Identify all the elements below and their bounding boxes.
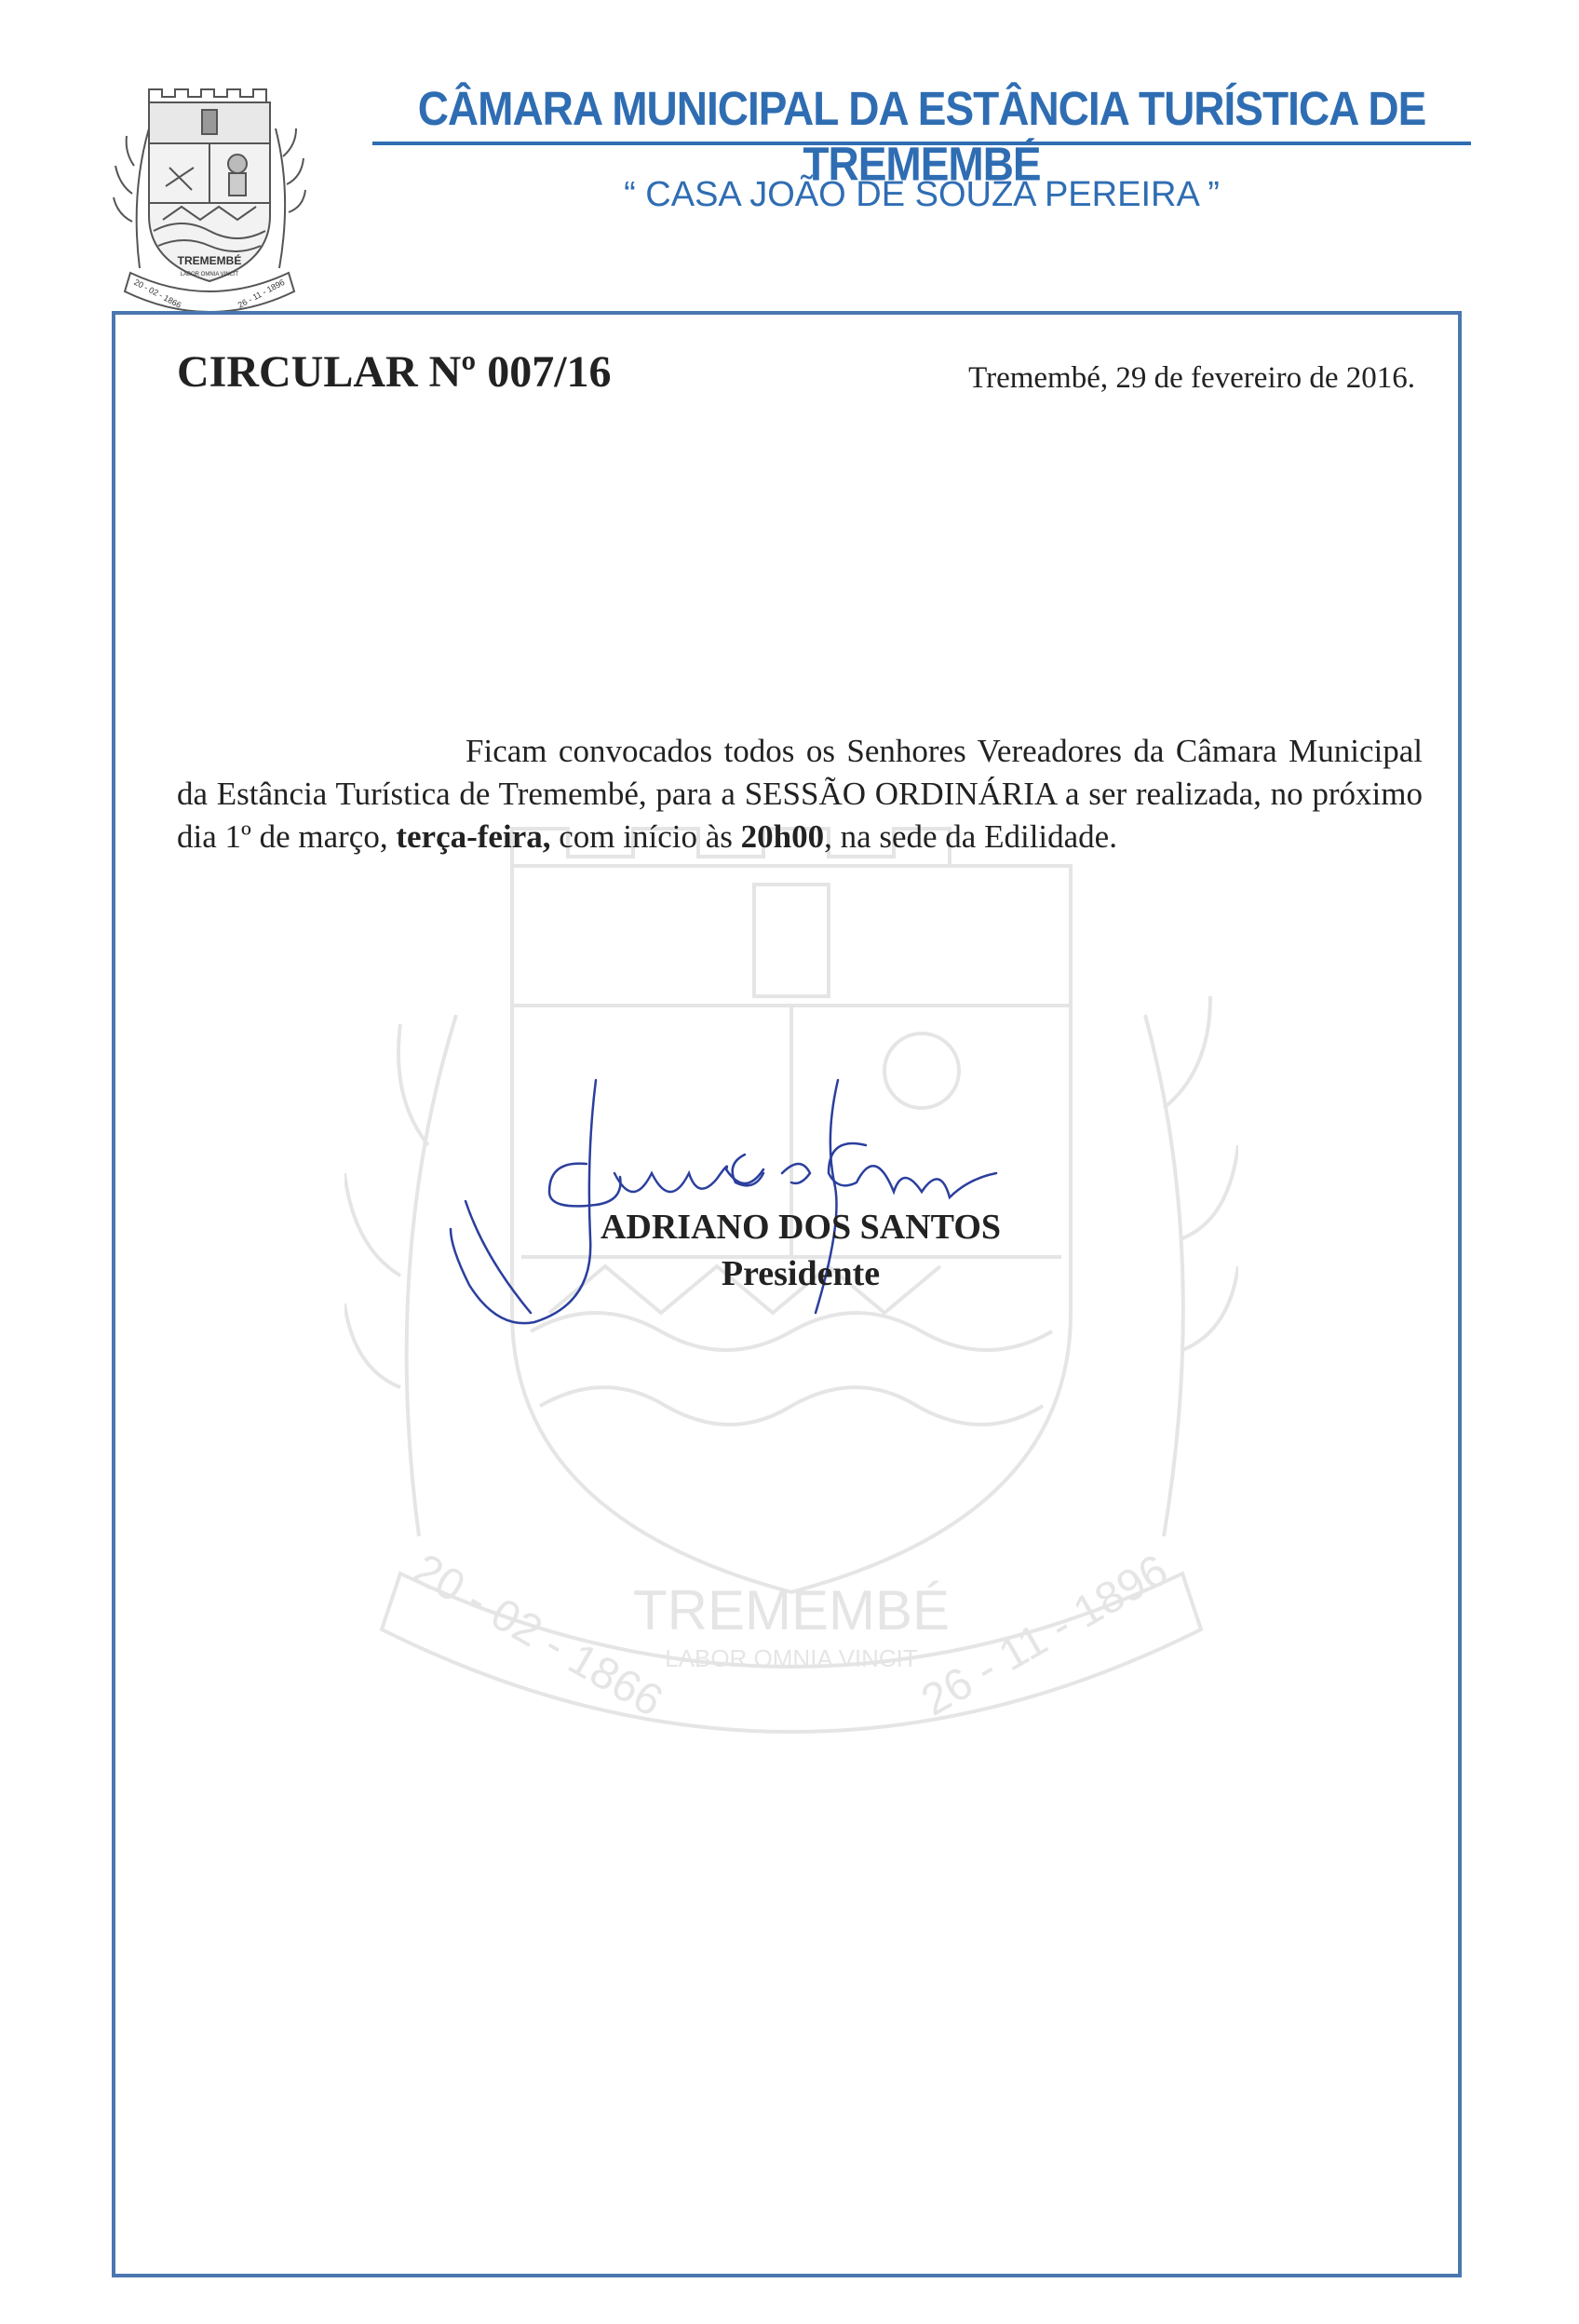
signatory-role: Presidente [721, 1254, 881, 1293]
body-part-1: Ficam convocados todos os Senhores Vereadores da Câmara Municipal da Estância Turística de Tremembé, para a SESSÃO ORDINÁRIA a ser realizada, no próximo dia 1º de março, [177, 733, 1423, 855]
signatory-name: ADRIANO DOS SANTOS [600, 1208, 1002, 1247]
crest-date-left: 20 - 02 - 1866 [132, 277, 183, 310]
body-part-2: com início às [550, 818, 741, 855]
body-part-3: , na sede da Edilidade. [824, 818, 1117, 855]
watermark-date-left: 20 - 02 - 1866 [405, 1544, 671, 1727]
circular-title: CIRCULAR Nº 007/16 [177, 347, 612, 397]
institution-name: CÂMARA MUNICIPAL DA ESTÂNCIA TURÍSTICA DE TREMEMBÉ [417, 81, 1426, 191]
body-bold-weekday: terça-feira, [396, 818, 551, 855]
date-line: Tremembé, 29 de fevereiro de 2016. [968, 361, 1415, 395]
header-divider [372, 142, 1471, 145]
watermark-date-right: 26 - 11 - 1896 [913, 1545, 1177, 1726]
crest-date-right: 26 - 11 - 1896 [236, 277, 287, 310]
watermark-name-text: TREMEMBÉ [632, 1579, 951, 1642]
municipal-crest-logo [112, 82, 307, 315]
convocation-paragraph [177, 730, 1423, 858]
house-subtitle: “ CASA JOÃO DE SOUZA PEREIRA ” [624, 175, 1220, 214]
crest-motto-text: LABOR OMNIA VINCIT [180, 272, 239, 277]
crest-name-text: TREMEMBÉ [177, 254, 242, 267]
body-bold-time: 20h00 [740, 818, 825, 855]
watermark-motto-text: LABOR OMNIA VINCIT [665, 1644, 918, 1672]
